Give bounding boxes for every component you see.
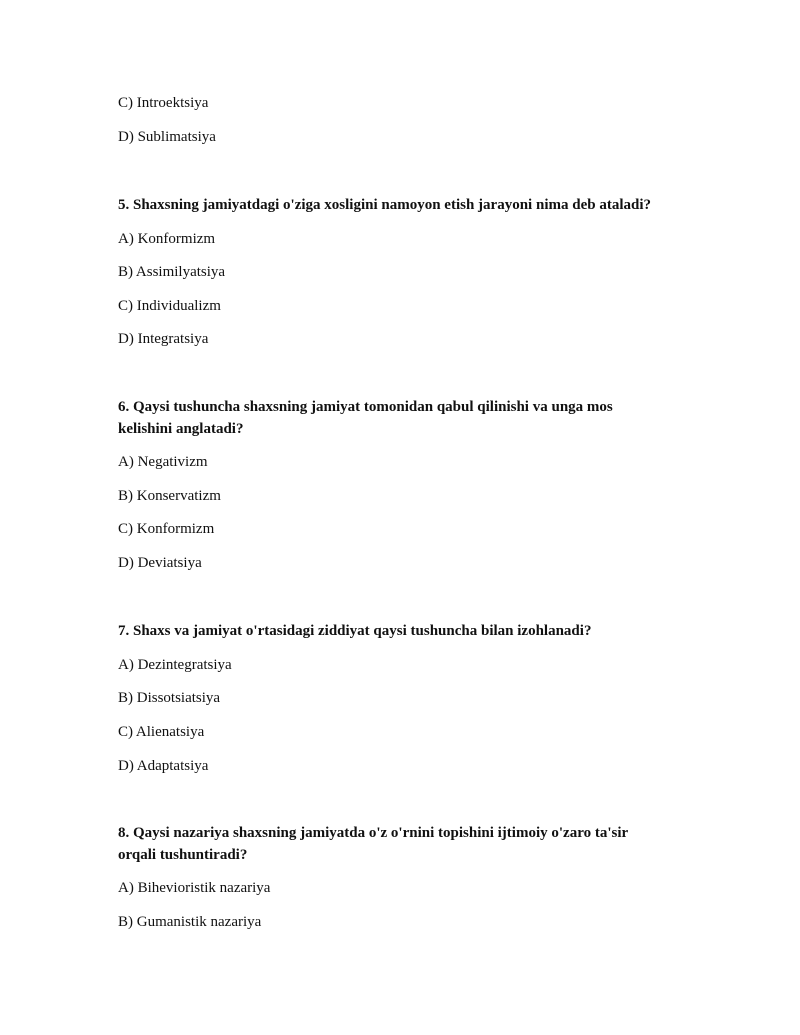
option-b-q7: B) Dissotsiatsiya bbox=[118, 690, 221, 706]
question-8-line-2: orqali tushuntiradi? bbox=[118, 847, 248, 863]
option-b-q5: B) Assimilyatsiya bbox=[118, 264, 226, 280]
option-c-q6: C) Konformizm bbox=[118, 521, 215, 537]
option-c-q4: C) Introektsiya bbox=[118, 95, 209, 111]
option-c-q7: C) Alienatsiya bbox=[118, 724, 205, 740]
option-a-q8: A) Bihevioristik nazariya bbox=[118, 880, 271, 896]
option-d-q4: D) Sublimatsiya bbox=[118, 129, 216, 145]
option-c-q5: C) Individualizm bbox=[118, 298, 221, 314]
question-5: 5. Shaxsning jamiyatdagi o'ziga xosligini namoyon etish jarayoni nima deb ataladi? bbox=[118, 197, 651, 213]
option-d-q5: D) Integratsiya bbox=[118, 331, 209, 347]
option-a-q7: A) Dezintegratsiya bbox=[118, 657, 232, 673]
option-d-q7: D) Adaptatsiya bbox=[118, 758, 209, 774]
question-7: 7. Shaxs va jamiyat o'rtasidagi ziddiyat qaysi tushuncha bilan izohlanadi? bbox=[118, 623, 592, 639]
question-6-line-2: kelishini anglatadi? bbox=[118, 421, 244, 437]
option-a-q5: A) Konformizm bbox=[118, 231, 216, 247]
option-b-q8: B) Gumanistik nazariya bbox=[118, 914, 262, 930]
question-8-line-1: 8. Qaysi nazariya shaxsning jamiyatda o'z o'rnini topishini ijtimoiy o'zaro ta'sir bbox=[118, 825, 629, 841]
question-6-line-1: 6. Qaysi tushuncha shaxsning jamiyat tomonidan qabul qilinishi va unga mos bbox=[118, 399, 613, 415]
option-d-q6: D) Deviatsiya bbox=[118, 555, 202, 571]
option-a-q6: A) Negativizm bbox=[118, 454, 208, 470]
option-b-q6: B) Konservatizm bbox=[118, 488, 221, 504]
